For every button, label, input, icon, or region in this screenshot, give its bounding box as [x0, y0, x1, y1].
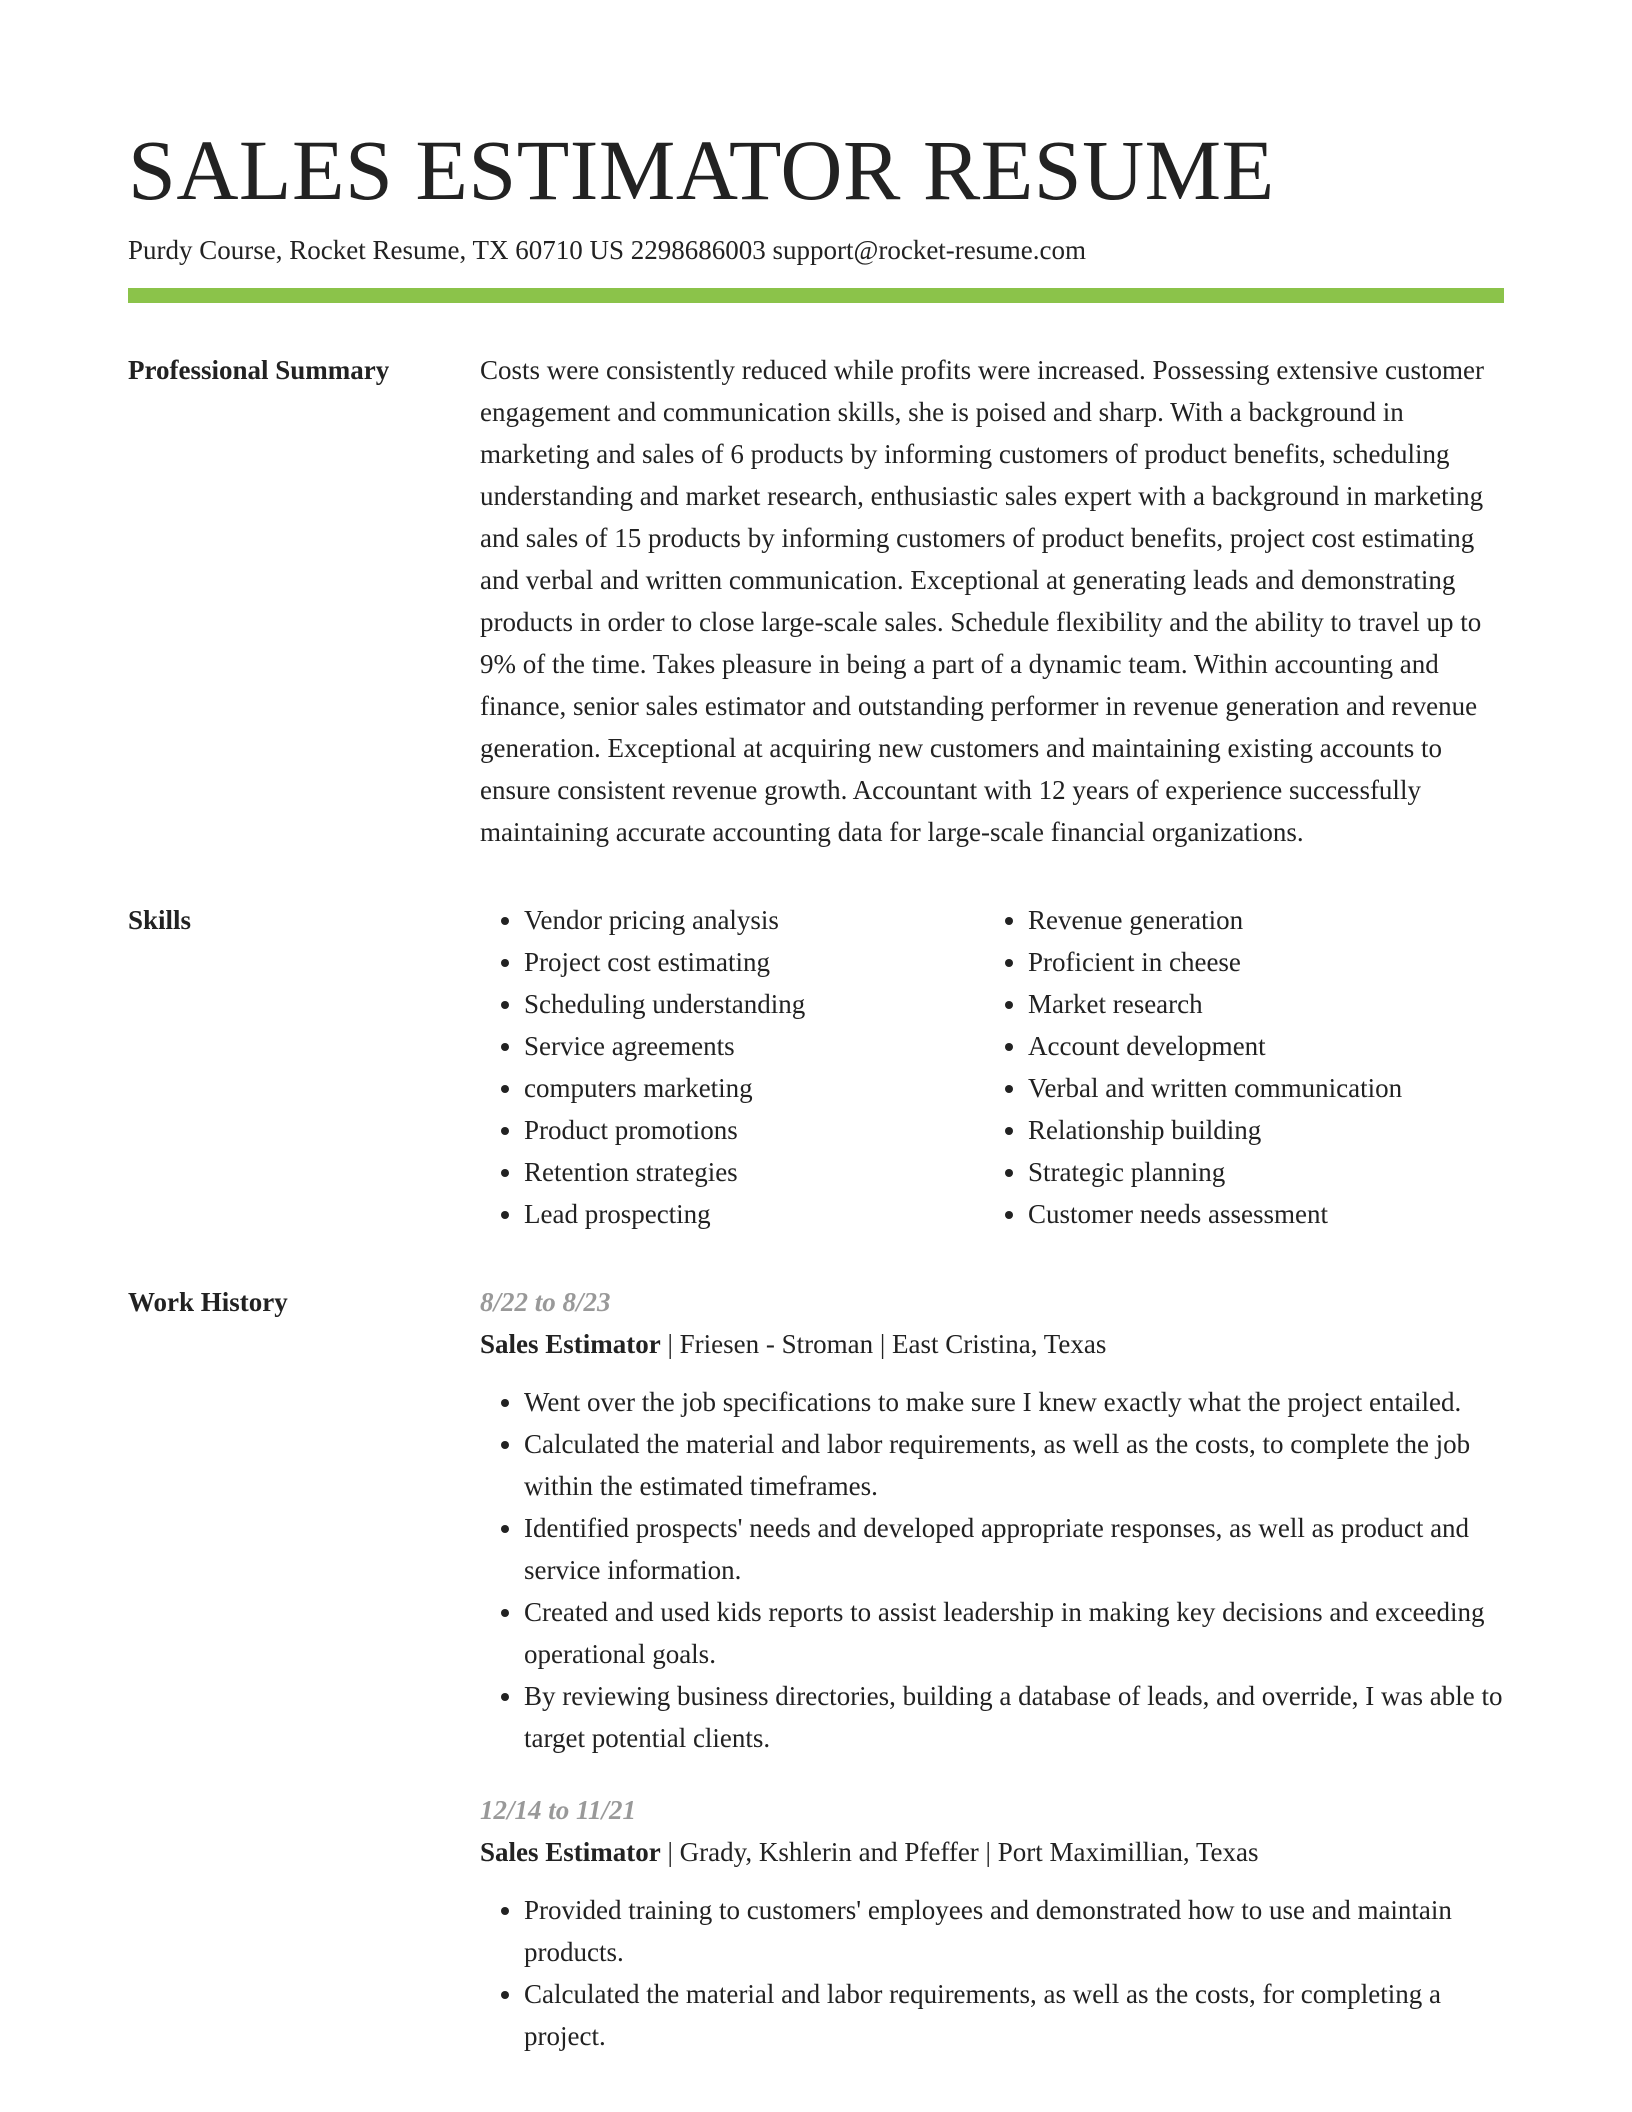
skill-item: • Market research — [1028, 983, 1488, 1025]
skill-item: • computers marketing — [524, 1067, 984, 1109]
job-employer-location: | Friesen - Stroman | East Cristina, Texas — [660, 1329, 1107, 1359]
skill-item: • Service agreements — [524, 1025, 984, 1067]
resume-title: SALES ESTIMATOR RESUME — [128, 122, 1275, 218]
job-duty: • Created and used kids reports to assist leadership in making key decisions and exceeding operational goals. — [524, 1591, 1504, 1675]
job-dates: 12/14 to 11/21 — [480, 1795, 637, 1825]
summary-section — [128, 355, 1504, 853]
job-duty: • Went over the job specifications to make sure I knew exactly what the project entailed. — [524, 1381, 1504, 1423]
work-history-body — [480, 1281, 1504, 2057]
skill-item: • Proficient in cheese — [1028, 941, 1488, 983]
work-history-heading: Work History — [128, 1287, 288, 1317]
work-history-section — [128, 1287, 1504, 2057]
skill-item: • Lead prospecting — [524, 1193, 984, 1235]
skills-heading: Skills — [128, 905, 192, 935]
accent-divider — [128, 288, 1504, 303]
job-duty: • Calculated the material and labor requirements, as well as the costs, for completing a project. — [524, 1973, 1504, 2057]
summary-text: Costs were consistently reduced while profits were increased. Possessing extensive customer engagement and communication skills, she is poised and sharp. With a background in marketing and sales of 6 products by informing customers of product benefits, scheduling understanding and market research, enthusiastic sales expert with a background in marketing and sales of 15 products by informing customers of product benefits, project cost estimating and verbal and written communication. Exceptional at generating leads and demonstrating products in order to close large-scale sales. Schedule flexibility and the ability to travel up to 9% of the time. Takes pleasure in being a part of a dynamic team. Within accounting and finance, senior sales estimator and outstanding performer in revenue generation and revenue generation. Exceptional at acquiring new customers and maintaining existing accounts to ensure consistent revenue growth. Accountant with 12 years of experience successfully maintaining accurate accounting data for large-scale financial organizations. — [480, 355, 1484, 847]
job-heading — [480, 1831, 1504, 1873]
skills-section — [128, 905, 1504, 1235]
skill-item: • Project cost estimating — [524, 941, 984, 983]
job-employer-location: | Grady, Kshlerin and Pfeffer | Port Maximillian, Texas — [660, 1837, 1259, 1867]
skill-item: • Strategic planning — [1028, 1151, 1488, 1193]
job-duty: • Identified prospects' needs and developed appropriate responses, as well as product and service information. — [524, 1507, 1504, 1591]
skill-item: • Scheduling understanding — [524, 983, 984, 1025]
skill-item: • Product promotions — [524, 1109, 984, 1151]
job-duty: • Provided training to customers' employees and demonstrated how to use and maintain products. — [524, 1889, 1504, 1973]
skill-item: • Customer needs assessment — [1028, 1193, 1488, 1235]
skills-list-right — [984, 899, 1488, 1235]
summary-heading: Professional Summary — [128, 355, 390, 385]
summary-body — [480, 349, 1504, 853]
skill-item: • Account development — [1028, 1025, 1488, 1067]
skill-item: • Retention strategies — [524, 1151, 984, 1193]
job-entry — [480, 1789, 1504, 2057]
skill-item: • Verbal and written communication — [1028, 1067, 1488, 1109]
skill-item: • Relationship building — [1028, 1109, 1488, 1151]
skills-list-left — [480, 899, 984, 1235]
job-title: Sales Estimator — [480, 1329, 661, 1359]
job-duties-list — [480, 1381, 1504, 1759]
skill-item: • Vendor pricing analysis — [524, 899, 984, 941]
job-title: Sales Estimator — [480, 1837, 661, 1867]
contact-line: Purdy Course, Rocket Resume, TX 60710 US 2298686003 support@rocket-resume.com — [128, 235, 1086, 265]
job-duties-list — [480, 1889, 1504, 2057]
job-duty: • Calculated the material and labor requirements, as well as the costs, to complete the job within the estimated timeframes. — [524, 1423, 1504, 1507]
skills-body — [480, 899, 1504, 1235]
job-heading — [480, 1323, 1504, 1365]
skill-item: • Revenue generation — [1028, 899, 1488, 941]
job-dates: 8/22 to 8/23 — [480, 1287, 611, 1317]
job-entry — [480, 1281, 1504, 1759]
job-duty: • By reviewing business directories, building a database of leads, and override, I was able to target potential clients. — [524, 1675, 1504, 1759]
